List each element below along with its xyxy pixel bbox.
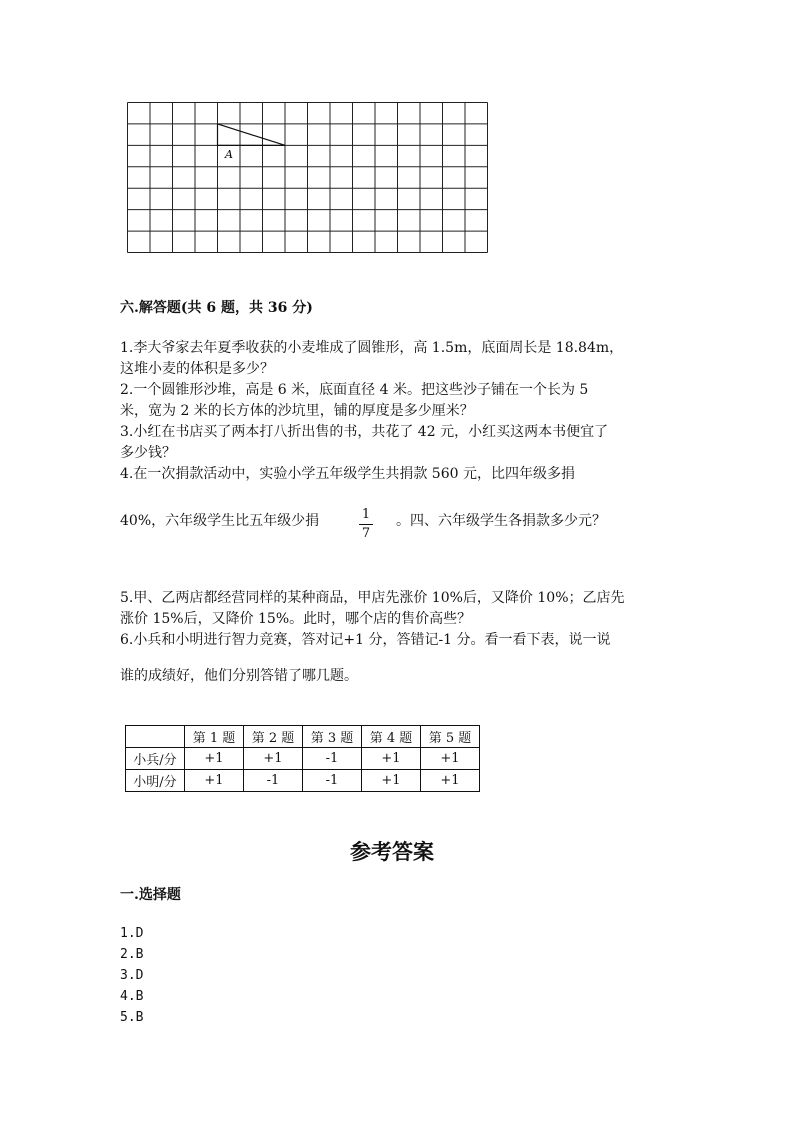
table-cell: 小明/分	[126, 770, 185, 792]
question-4-line-2b: 。四、六年级学生各捐款多少元？	[396, 513, 606, 529]
table-cell: -1	[303, 770, 362, 792]
triangle-a	[218, 124, 286, 145]
table-cell	[126, 726, 185, 748]
question-1-line-1: 1.李大爷家去年夏季收获的小麦堆成了圆锥形，高 1.5m，底面周长是 18.84m，	[120, 340, 624, 356]
fraction-one-seventh	[359, 507, 373, 542]
table-cell: 第 5 题	[421, 726, 480, 748]
table-cell: +1	[244, 748, 303, 770]
question-1-line-2: 这堆小麦的体积是多少？	[120, 361, 274, 377]
answer-item: 3.D	[120, 968, 144, 983]
table-cell: +1	[421, 770, 480, 792]
fraction-numerator: 1	[361, 507, 371, 522]
question-6-line-2: 谁的成绩好，他们分别答错了哪几题。	[120, 668, 358, 684]
triangle-label: A	[225, 148, 233, 161]
score-table	[125, 725, 480, 792]
table-cell: 第 3 题	[303, 726, 362, 748]
question-2-line-2: 米，宽为 2 米的长方体的沙坑里，铺的厚度是多少厘米？	[120, 403, 474, 419]
table-header-row	[126, 726, 480, 748]
question-3-line-1: 3.小红在书店买了两本打八折出售的书，共花了 42 元，小红买这两本书便宜了	[120, 424, 609, 440]
answer-item: 5.B	[120, 1010, 144, 1025]
fraction-bar	[359, 524, 373, 525]
table-row	[126, 770, 480, 792]
section-title: 六.解答题(共 6 题，共 36 分)	[120, 300, 313, 316]
table-cell: +1	[421, 748, 480, 770]
answers-section-title: 一.选择题	[120, 887, 181, 903]
question-6-line-1: 6.小兵和小明进行智力竞赛，答对记+1 分，答错记-1 分。看一看下表，说一说	[120, 632, 611, 648]
question-3-line-2: 多少钱？	[120, 445, 176, 461]
table-cell: -1	[244, 770, 303, 792]
answer-item: 1.D	[120, 926, 144, 941]
grid-figure	[127, 102, 488, 253]
question-4-line-1: 4.在一次捐款活动中，实验小学五年级学生共捐款 560 元，比四年级多捐	[120, 466, 575, 482]
table-cell: +1	[362, 748, 421, 770]
table-cell: 第 4 题	[362, 726, 421, 748]
table-cell: -1	[303, 748, 362, 770]
answers-title: 参考答案	[350, 839, 434, 864]
question-2-line-1: 2.一个圆锥形沙堆，高是 6 米，底面直径 4 米。把这些沙子铺在一个长为 5	[120, 382, 589, 398]
table-cell: 第 1 题	[185, 726, 244, 748]
table-cell: +1	[185, 748, 244, 770]
table-cell: 第 2 题	[244, 726, 303, 748]
question-5-line-2: 涨价 15%后，又降价 15%。此时，哪个店的售价高些？	[120, 611, 472, 627]
table-cell: +1	[185, 770, 244, 792]
table-row	[126, 748, 480, 770]
answer-item: 4.B	[120, 989, 144, 1004]
question-5-line-1: 5.甲、乙两店都经营同样的某种商品，甲店先涨价 10%后，又降价 10%；乙店先	[120, 590, 625, 606]
answer-item: 2.B	[120, 947, 144, 962]
question-4-line-2a: 40%，六年级学生比五年级少捐	[120, 513, 320, 529]
fraction-denominator: 7	[361, 526, 371, 541]
table-cell: +1	[362, 770, 421, 792]
table-cell: 小兵/分	[126, 748, 185, 770]
